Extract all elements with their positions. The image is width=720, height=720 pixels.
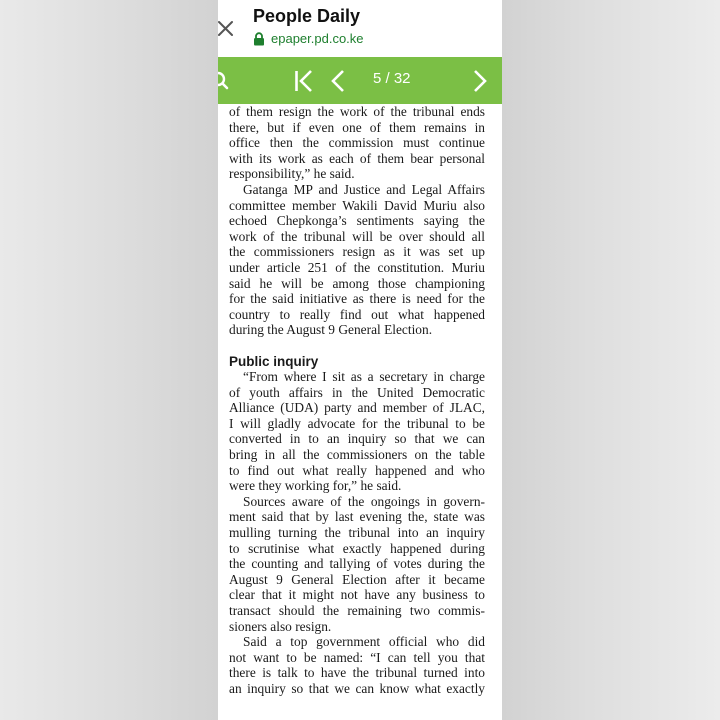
article-line: there is talk to have the tribunal turned into — [229, 665, 485, 681]
article-line: August 9 General Election after it became — [229, 571, 485, 587]
article-line: of youth affairs in the United Democratic — [229, 384, 485, 400]
article-line: country to really find out what happened — [229, 306, 485, 322]
article-line: the commissioners resign as it was set up — [229, 244, 485, 260]
article-line: office then the commission must continue — [229, 135, 485, 151]
article-line: bring in all the commissioners on the table — [229, 447, 485, 463]
article-line: I will gladly advocate for the tribunal to be — [229, 415, 485, 431]
next-page-button[interactable] — [470, 57, 490, 104]
browser-top-bar — [218, 0, 502, 57]
article-line: an inquiry so that we can know what exactly — [229, 680, 485, 696]
article-line: committee member Wakili David Muriu also — [229, 197, 485, 213]
article-line: during the August 9 General Election. — [229, 322, 433, 338]
search-button[interactable] — [218, 57, 232, 104]
article-line: were they working for,” he said. — [229, 478, 402, 494]
article-line: Sources aware of the ongoings in govern- — [243, 493, 485, 509]
chevron-right-icon — [472, 68, 488, 94]
article-line: to find out what really happened and who — [229, 462, 485, 478]
phone-screen — [218, 0, 502, 720]
article-line: echoed Chepkonga’s sentiments saying the — [229, 213, 485, 229]
page-title: People Daily — [253, 6, 361, 26]
url-row[interactable] — [253, 31, 364, 46]
viewer-toolbar — [218, 57, 502, 104]
first-page-button[interactable] — [292, 57, 316, 104]
paragraph-gap — [229, 338, 485, 354]
article-line: responsibility,” he said. — [229, 166, 355, 182]
article-line: Alliance (UDA) party and member of JLAC, — [229, 400, 485, 416]
article-line: said he will be among those championing — [229, 275, 485, 291]
article-body — [229, 104, 485, 720]
article-line: Said a top government official who did — [243, 634, 485, 650]
article-line: converted in to an inquiry so that we can — [229, 431, 485, 447]
article-line: sioners also resign. — [229, 618, 332, 634]
article-line: mulling turning the tribunal into an inquiry — [229, 525, 485, 541]
lock-icon — [253, 32, 265, 46]
article-line: work of the tribunal will be over should all — [229, 228, 485, 244]
close-button[interactable] — [218, 18, 234, 40]
first-page-icon — [293, 68, 315, 94]
chevron-left-icon — [330, 68, 346, 94]
background-right — [502, 0, 720, 720]
article-line: with its work as each of them bear personal — [229, 150, 485, 166]
article-line: clear that it might not have any business to — [229, 587, 485, 603]
article-line: Gatanga MP and Justice and Legal Affairs — [243, 181, 485, 197]
article-line: there, but if even one of them remains in — [229, 119, 485, 135]
close-icon — [218, 18, 234, 40]
article-line: for the said initiative as there is need for the — [229, 291, 485, 307]
article-line: ment said that by last evening the, state was — [229, 509, 485, 525]
url-text: epaper.pd.co.ke — [271, 31, 364, 46]
article-line: “From where I sit as a secretary in charge — [243, 369, 485, 385]
article-line: transact should the remaining two commis- — [229, 603, 485, 618]
article-line: to scrutinise what exactly happened during — [229, 540, 485, 556]
background-left — [0, 0, 218, 720]
article-line: under article 251 of the constitution. Muriu — [229, 259, 485, 275]
section-subheading: Public inquiry — [229, 353, 319, 369]
article-line: not want to be named: “I can tell you that — [229, 649, 485, 665]
article-line: the counting and tallying of votes during the — [229, 556, 485, 572]
article-line: of them resign the work of the tribunal ends — [229, 104, 485, 119]
previous-page-button[interactable] — [328, 57, 348, 104]
page-counter: 5 / 32 — [373, 70, 411, 87]
search-icon — [218, 70, 232, 92]
